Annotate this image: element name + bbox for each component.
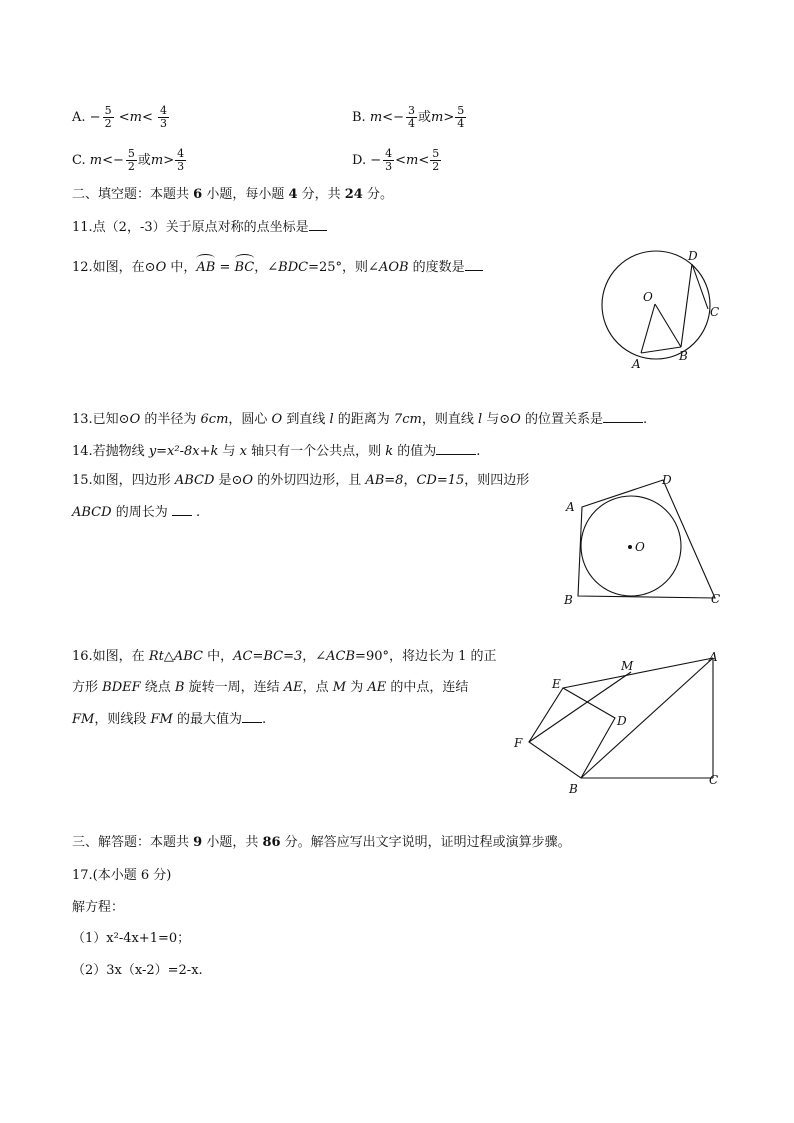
- option-d: D. − $\frac{4}{3}$ <m< $\frac{5}{2}$: [352, 147, 440, 173]
- label-c: C: [709, 773, 719, 787]
- question-17-prompt: 解方程：: [72, 900, 125, 915]
- question-12: 12.如图，在⊙O 中，AB = BC，∠BDC=25°，则∠AOB 的度数是: [72, 256, 483, 277]
- label-e: E: [552, 677, 561, 691]
- label-c: C: [711, 592, 721, 606]
- label-d: D: [688, 249, 698, 263]
- question-17-part-2: （2）3x（x-2）=2-x.: [72, 963, 203, 978]
- label-f: F: [514, 736, 523, 750]
- question-15-line-1: 15.如图，四边形 ABCD 是⊙O 的外切四边形，且 AB=8，CD=15，则四边形: [72, 473, 530, 488]
- question-17-part-1: （1）x²-4x+1=0；: [72, 931, 191, 946]
- label-d: D: [662, 473, 672, 487]
- label-d: D: [617, 714, 627, 728]
- label-m: M: [621, 659, 634, 673]
- question-15-line-2: ABCD 的周长为 .: [72, 505, 201, 520]
- label-a: A: [632, 357, 641, 371]
- label-c: C: [710, 305, 720, 319]
- question-16-line-3: FM，则线段 FM 的最大值为 .: [72, 712, 267, 727]
- figure-quadrilateral-q15: [560, 470, 730, 610]
- question-14: 14.若抛物线 y=x²-8x+k 与 x 轴只有一个公共点，则 k 的值为 .: [72, 444, 481, 459]
- figure-circle-q12: [595, 244, 725, 374]
- label-b: B: [569, 782, 578, 796]
- fraction: $\frac{5}{2}$: [104, 104, 112, 130]
- option-a: A. − $\frac{5}{2}$ <m< $\frac{4}{3}$: [72, 104, 167, 130]
- label-b: B: [679, 349, 688, 363]
- label-b: B: [564, 593, 573, 607]
- question-16-line-2: 方形 BDEF 绕点 B 旋转一周，连结 AE，点 M 为 AE 的中点，连结: [72, 680, 469, 695]
- label-o: O: [643, 290, 653, 304]
- label-a: A: [566, 500, 575, 514]
- figure-rotation-q16: [508, 648, 728, 798]
- section-2-heading: 二、填空题：本题共 6 小题，每小题 4 分，共 24 分。: [72, 187, 393, 202]
- option-b: B. m<− $\frac{3}{4}$ 或m> $\frac{5}{4}$: [352, 104, 465, 130]
- question-17-title: 17.(本小题 6 分): [72, 868, 172, 883]
- section-3-heading: 三、解答题：本题共 9 小题，共 86 分。解答应写出文字说明，证明过程或演算步骤。: [72, 835, 571, 850]
- question-13: 13.已知⊙O 的半径为 6cm，圆心 O 到直线 l 的距离为 7cm，则直线 l 与⊙O 的位置关系是 .: [72, 412, 648, 427]
- question-16-line-1: 16.如图，在 Rt△ABC 中，AC=BC=3，∠ACB=90°，将边长为 1 的正: [72, 649, 497, 664]
- question-11: 11.点（2，-3）关于原点对称的点坐标是: [72, 218, 327, 237]
- fraction: $\frac{4}{3}$: [159, 104, 167, 130]
- label-o: O: [635, 540, 645, 554]
- option-c: C. m<− $\frac{5}{2}$ 或m> $\frac{4}{3}$: [72, 147, 185, 173]
- label-a: A: [709, 650, 718, 664]
